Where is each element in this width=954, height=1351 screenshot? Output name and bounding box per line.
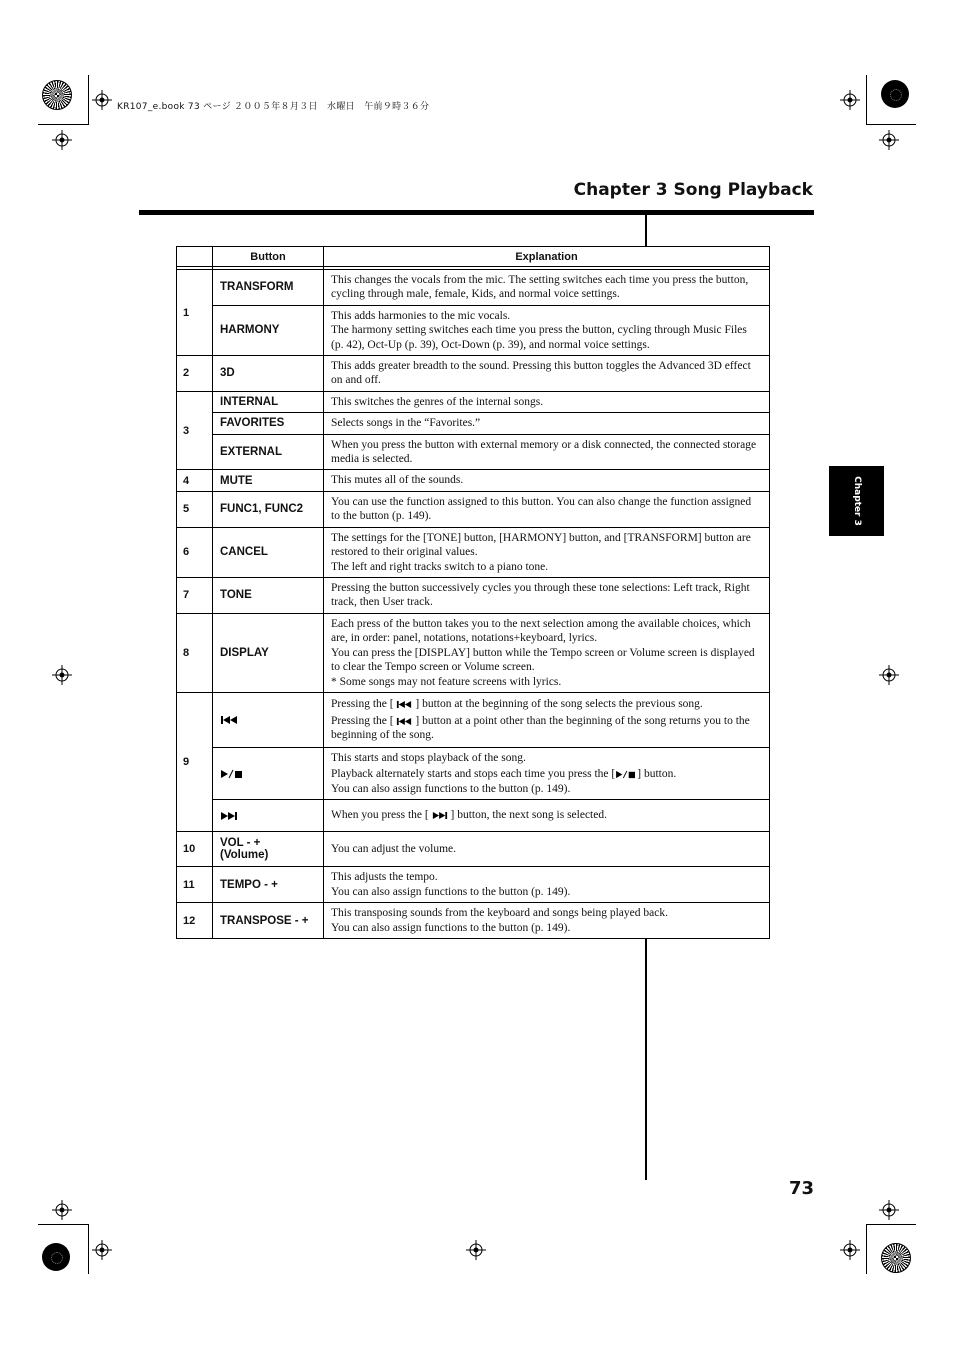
table-row — [177, 413, 770, 434]
registration-sunburst-bottom-right — [881, 1243, 911, 1273]
row-number: 7 — [177, 577, 213, 613]
forward-button — [213, 800, 324, 832]
explanation: Pressing the [ ] button at the beginning of the song selects the previous song. Pressing the [ ] button at a point other than the beginning of the song returns you to the beginning of the song. — [324, 692, 770, 747]
chapter-heading: Chapter 3 Song Playback — [573, 180, 813, 200]
backward-button — [213, 692, 324, 747]
heading-rule — [139, 210, 814, 215]
table-row — [177, 434, 770, 470]
backward-icon — [396, 700, 412, 709]
column-divider-top — [645, 215, 647, 246]
explanation: Each press of the button takes you to the next selection among the available choices, which are, in order: panel, notations, notations+keyboard, lyrics. You can press the [DISPLAY] button while the Tempo screen or Volume screen is displayed to clear the Tempo screen or Volume screen. * Some songs may not feature screens with lyrics. — [324, 613, 770, 692]
explanation: This switches the genres of the internal songs. — [324, 391, 770, 412]
backward-icon — [396, 717, 412, 726]
table-row — [177, 867, 770, 903]
button-name: 3D — [213, 356, 324, 392]
row-number: 11 — [177, 867, 213, 903]
crosshair-mark — [879, 665, 899, 685]
registration-dot-top-right — [881, 80, 909, 108]
button-name: EXTERNAL — [213, 434, 324, 470]
table-row — [177, 270, 770, 306]
explanation: This adds harmonies to the mic vocals. The harmony setting switches each time you press the button, cycling through Music Files (p. 42), Oct-Up (p. 39), Oct-Down (p. 39), and normal voice settings. — [324, 305, 770, 355]
play-stop-button — [213, 747, 324, 799]
crosshair-mark — [92, 1240, 112, 1260]
row-number: 8 — [177, 613, 213, 692]
crosshair-mark — [840, 90, 860, 110]
table-row — [177, 903, 770, 939]
table-row — [177, 613, 770, 692]
table-row — [177, 305, 770, 355]
crosshair-mark — [92, 90, 112, 110]
button-name: CANCEL — [213, 527, 324, 577]
registration-dot-bottom-left — [42, 1243, 70, 1271]
table-row — [177, 577, 770, 613]
crosshair-mark — [879, 130, 899, 150]
button-name: TRANSPOSE - + — [213, 903, 324, 939]
explanation: When you press the [ ] button, the next song is selected. — [324, 800, 770, 832]
table-row — [177, 747, 770, 799]
explanation: This starts and stops playback of the song. Playback alternately starts and stops each time you press the [ ] button. You can also assign functions to the button (p. 149). — [324, 747, 770, 799]
crosshair-mark — [466, 1240, 486, 1260]
crosshair-mark — [52, 665, 72, 685]
button-name: TRANSFORM — [213, 270, 324, 306]
table-row — [177, 692, 770, 747]
crosshair-mark — [52, 1200, 72, 1220]
button-name: DISPLAY — [213, 613, 324, 692]
explanation: You can adjust the volume. — [324, 832, 770, 867]
table-row — [177, 832, 770, 867]
row-number: 1 — [177, 270, 213, 356]
explanation: This adds greater breadth to the sound. Pressing this button toggles the Advanced 3D effect on and off. — [324, 356, 770, 392]
play-stop-icon — [615, 770, 637, 779]
explanation: This changes the vocals from the mic. The setting switches each time you press the button, cycling through male, female, Kids, and normal voice settings. — [324, 270, 770, 306]
button-table — [176, 246, 770, 939]
explanation: Selects songs in the “Favorites.” — [324, 413, 770, 434]
header-button: Button — [213, 247, 324, 267]
table-row — [177, 391, 770, 412]
button-name: INTERNAL — [213, 391, 324, 412]
backward-icon — [220, 715, 238, 725]
explanation: When you press the button with external memory or a disk connected, the connected storage media is selected. — [324, 434, 770, 470]
header-num-cell — [177, 247, 213, 267]
row-number: 3 — [177, 391, 213, 470]
table-row — [177, 356, 770, 392]
forward-icon — [220, 811, 238, 821]
forward-icon — [432, 811, 448, 820]
button-name: FAVORITES — [213, 413, 324, 434]
header-explanation: Explanation — [324, 247, 770, 267]
row-number: 12 — [177, 903, 213, 939]
play-stop-icon — [220, 769, 244, 779]
explanation: This adjusts the tempo. You can also assign functions to the button (p. 149). — [324, 867, 770, 903]
row-number: 9 — [177, 692, 213, 831]
row-number: 2 — [177, 356, 213, 392]
explanation: The settings for the [TONE] button, [HARMONY] button, and [TRANSFORM] button are restored to their original values. The left and right tracks switch to a piano tone. — [324, 527, 770, 577]
row-number: 4 — [177, 470, 213, 491]
button-name: MUTE — [213, 470, 324, 491]
button-name: FUNC1, FUNC2 — [213, 491, 324, 527]
button-name: TEMPO - + — [213, 867, 324, 903]
page-number: 73 — [788, 1178, 814, 1199]
chapter-tab: Chapter 3 — [829, 466, 884, 536]
table-row — [177, 800, 770, 832]
table-row — [177, 527, 770, 577]
row-number: 5 — [177, 491, 213, 527]
crosshair-mark — [840, 1240, 860, 1260]
table-header-row — [177, 247, 770, 267]
table-row — [177, 491, 770, 527]
registration-sunburst-top-left — [42, 80, 72, 110]
column-divider-bottom — [645, 930, 647, 1180]
file-info-header: KR107_e.book 73 ページ ２００５年８月３日 水曜日 午前９時３６分 — [117, 102, 430, 112]
button-name: HARMONY — [213, 305, 324, 355]
crosshair-mark — [52, 130, 72, 150]
button-name: VOL - + (Volume) — [213, 832, 324, 867]
row-number: 10 — [177, 832, 213, 867]
explanation: Pressing the button successively cycles you through these tone selections: Left track, Right track, then User track. — [324, 577, 770, 613]
explanation: This transposing sounds from the keyboard and songs being played back. You can also assign functions to the button (p. 149). — [324, 903, 770, 939]
button-name: TONE — [213, 577, 324, 613]
explanation: You can use the function assigned to this button. You can also change the function assigned to the button (p. 149). — [324, 491, 770, 527]
crosshair-mark — [879, 1200, 899, 1220]
explanation: This mutes all of the sounds. — [324, 470, 770, 491]
row-number: 6 — [177, 527, 213, 577]
table-row — [177, 470, 770, 491]
